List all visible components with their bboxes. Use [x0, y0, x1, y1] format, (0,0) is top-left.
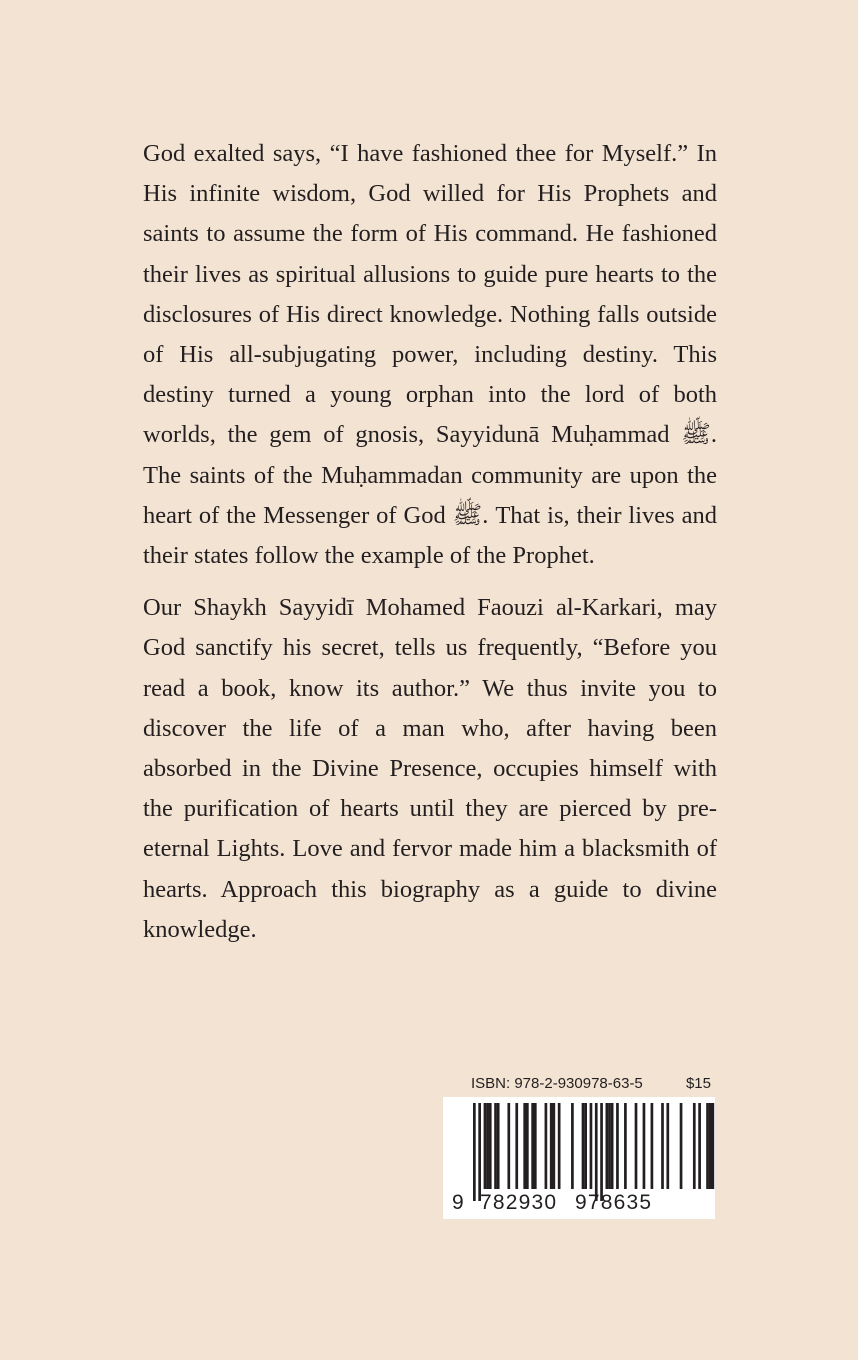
barcode-bar [635, 1103, 638, 1189]
barcode-bar [494, 1103, 497, 1189]
barcode-bar [545, 1103, 548, 1189]
barcode-digits-left: 782930 [480, 1191, 558, 1214]
barcode-bar [507, 1103, 510, 1189]
barcode-bar [680, 1103, 683, 1189]
barcode-bar [712, 1103, 715, 1189]
barcode-bar [558, 1103, 561, 1189]
barcode-digit-first: 9 [452, 1191, 465, 1214]
barcode-bar [489, 1103, 492, 1189]
ean13-barcode [443, 1097, 715, 1219]
barcode-bar [661, 1103, 664, 1189]
barcode-guard-bar [600, 1103, 603, 1201]
barcode-bar [624, 1103, 627, 1189]
barcode-bar [698, 1103, 701, 1189]
barcode-bar [616, 1103, 619, 1189]
barcode-bar [523, 1103, 526, 1189]
barcode-bar [693, 1103, 696, 1189]
barcode-bar [553, 1103, 556, 1189]
isbn-label: ISBN: 978-2-930978-63-5 [471, 1075, 643, 1092]
barcode-bar [550, 1103, 553, 1189]
barcode-bar [584, 1103, 587, 1189]
barcode-bar [571, 1103, 574, 1189]
barcode-bar [590, 1103, 593, 1189]
barcode-bar [486, 1103, 489, 1189]
barcode-bar [709, 1103, 712, 1189]
blurb-paragraph-2: Our Shaykh Sayyidī Mohamed Faouzi al-Karkari, may God sanctify his secret, tells us frequently, “Before you read a book, know its author.” We thus invite you to discover the life of a man who, after having been absorbed in the Divine Presence, occupies himself with the purification of hearts until they are pierced by pre-eternal Lights. Love and fervor made him a blacksmith of hearts. Approach this biography as a guide to divine knowledge. [143, 594, 717, 943]
barcode-guard-bar [595, 1103, 598, 1201]
barcode-bar [643, 1103, 646, 1189]
barcode-bar [611, 1103, 614, 1189]
barcode-digits-right: 978635 [575, 1191, 653, 1214]
barcode-bar [497, 1103, 500, 1189]
isbn-barcode-block [443, 1073, 715, 1219]
barcode-bar [531, 1103, 534, 1189]
barcode-bar [582, 1103, 585, 1189]
barcode-bar [606, 1103, 609, 1189]
barcode-guard-bar [473, 1103, 476, 1201]
back-cover-blurb [143, 134, 717, 950]
isbn-price-line [471, 1073, 711, 1095]
barcode-bar [526, 1103, 529, 1189]
barcode-bar [608, 1103, 611, 1189]
price-label: $15 [685, 1075, 711, 1092]
barcode-bar [484, 1103, 487, 1189]
barcode-bar [515, 1103, 518, 1189]
barcode-guard-bar [478, 1103, 481, 1201]
barcode-bar [534, 1103, 537, 1189]
barcode-bar [706, 1103, 709, 1189]
blurb-paragraph-1: God exalted says, “I have fashioned thee for Myself.” In His infinite wisdom, God willed for His Prophets and saints to assume the form of His command. He fashioned their lives as spiritual allusions to guide pure hearts to the disclosures of His direct knowledge. Nothing falls outside of His all-subjugating power, including destiny. This destiny turned a young orphan into the lord of both worlds, the gem of gnosis, Sayyidunā Muḥammad ﷺ. The saints of the Muḥammadan community are upon the heart of the Messenger of God ﷺ. That is, their lives and their states follow the example of the Prophet. [143, 140, 717, 570]
barcode-bar [666, 1103, 669, 1189]
barcode-bar [651, 1103, 654, 1189]
